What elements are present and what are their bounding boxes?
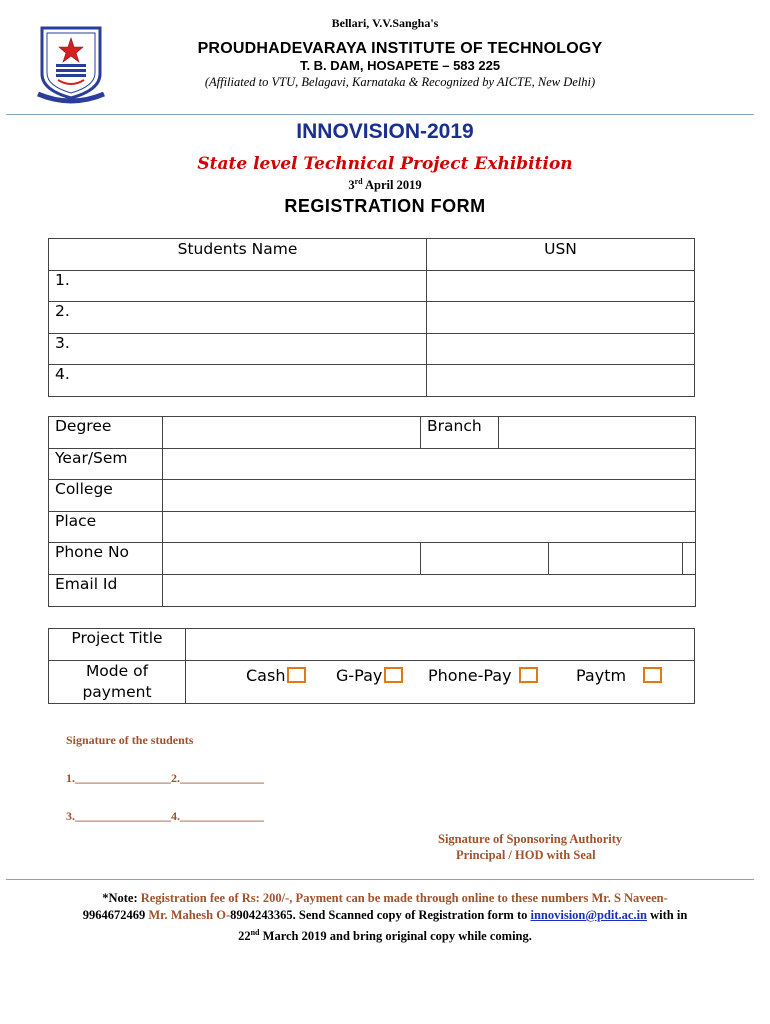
email-field[interactable] [163,574,696,606]
degree-label: Degree [49,417,163,449]
place-label: Place [49,511,163,543]
registration-note: *Note: Registration fee of Rs: 200/-, Payment can be made through online to these numbers Mr. S Naveen- 9964672469 Mr. Mahesh O-8904243365. Send Scanned copy of Registration form to innovision@pdit.ac.in with in 22nd March 2019 and bring original copy while coming. [82,891,688,944]
email-label: Email Id [49,574,163,606]
paytm-checkbox[interactable] [643,667,662,683]
project-title-label: Project Title [49,629,186,661]
society-name: Bellari, V.V.Sangha's [331,16,439,30]
footer-divider [6,879,754,880]
student-usn-cell[interactable] [427,270,695,302]
college-label: College [49,480,163,512]
student-row [49,270,695,302]
institute-name: PROUDHADEVARAYA INSTITUTE OF TECHNOLOGY [197,40,603,57]
branch-label: Branch [421,417,499,449]
gpay-checkbox[interactable] [384,667,403,683]
institute-affiliation: (Affiliated to VTU, Belagavi, Karnataka & Recognized by AICTE, New Delhi) [204,75,596,89]
year-sem-field[interactable] [163,448,696,480]
signature-line-3-4: 3.________________4.______________ [66,809,264,823]
phone-field[interactable] [549,543,683,575]
phonepay-checkbox[interactable] [519,667,538,683]
college-field[interactable] [163,480,696,512]
sponsor-signature: Signature of Sponsoring Authority Principal / HOD with Seal [438,832,623,862]
event-subtitle: State level Technical Project Exhibition [197,154,573,174]
event-date: 3rd April 2019 [348,177,422,193]
payment-option-phonepay[interactable]: Phone-Pay [428,666,538,685]
institute-address: T. B. DAM, HOSAPETE – 583 225 [299,58,501,73]
student-usn-cell[interactable] [427,333,695,365]
students-name-header: Students Name [49,239,427,271]
cash-checkbox[interactable] [287,667,306,683]
payment-option-cash[interactable]: Cash [246,666,306,685]
header-divider [6,114,754,115]
payment-option-paytm[interactable]: Paytm [576,666,662,685]
student-usn-cell[interactable] [427,365,695,397]
event-title: INNOVISION-2019 [296,120,474,143]
student-name-cell[interactable]: 4. [49,365,427,397]
students-signature-label: Signature of the students [66,733,194,747]
usn-header: USN [427,239,695,271]
project-title-field[interactable] [186,629,695,661]
student-name-cell[interactable]: 1. [49,270,427,302]
details-table [48,416,696,607]
student-usn-cell[interactable] [427,302,695,334]
student-row [49,302,695,334]
degree-field[interactable] [163,417,421,449]
student-name-cell[interactable]: 2. [49,302,427,334]
students-table [48,238,695,397]
place-field[interactable] [163,511,696,543]
payment-option-gpay[interactable]: G-Pay [336,666,403,685]
phone-field[interactable] [421,543,549,575]
signature-line-1-2: 1.________________2.______________ [66,771,264,785]
mode-of-payment-label: Mode of payment [49,661,186,704]
year-sem-label: Year/Sem [49,448,163,480]
phone-field[interactable] [163,543,421,575]
phone-field[interactable] [683,543,696,575]
phone-label: Phone No [49,543,163,575]
email-link[interactable]: innovision@pdit.ac.in [530,908,648,922]
form-title: REGISTRATION FORM [284,196,486,216]
student-row [49,365,695,397]
student-name-cell[interactable]: 3. [49,333,427,365]
branch-field[interactable] [499,417,696,449]
student-row [49,333,695,365]
